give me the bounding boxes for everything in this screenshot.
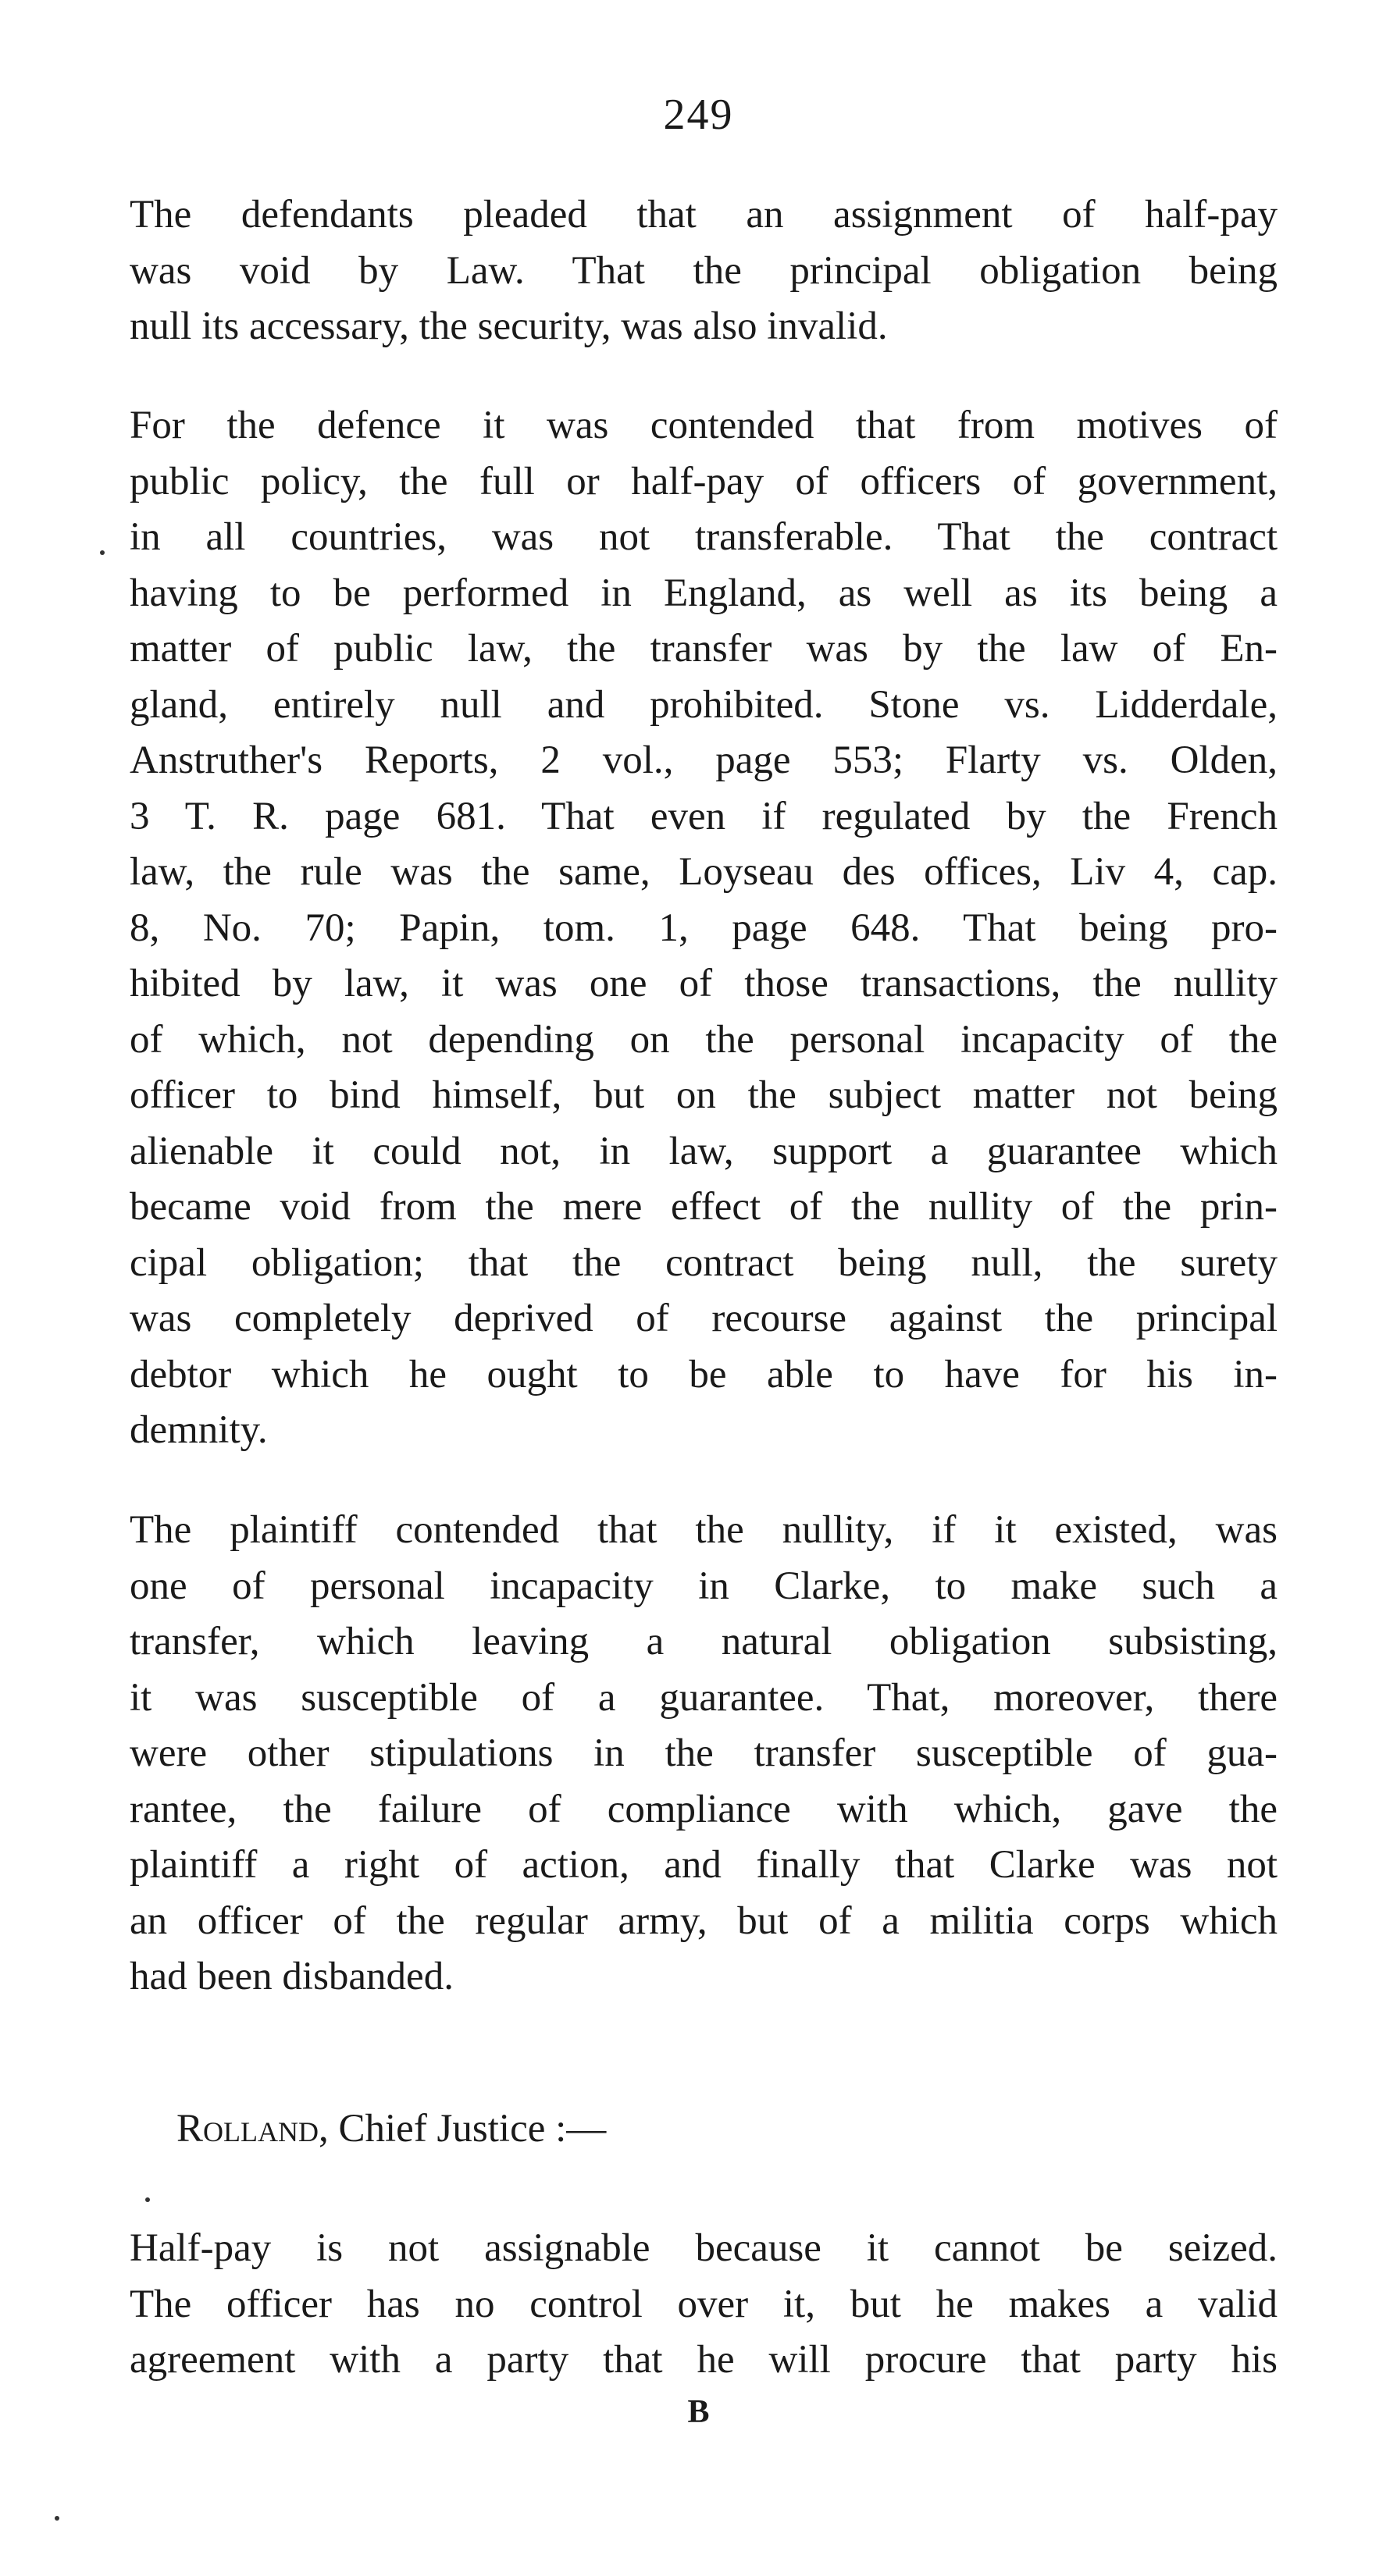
text-line: having to be performed in England, as well as its being a bbox=[130, 571, 1278, 615]
text-line: an officer of the regular army, but of a militia corps which bbox=[130, 1898, 1278, 1943]
page-number: 249 bbox=[663, 91, 734, 139]
text-line: 8, No. 70; Papin, tom. 1, page 648. That being pro- bbox=[130, 906, 1278, 950]
text-line: The officer has no control over it, but he makes a valid bbox=[130, 2282, 1278, 2326]
text-line: plaintiff a right of action, and finally that Clarke was not bbox=[130, 1843, 1278, 1887]
judge-name: Rolland bbox=[176, 2107, 319, 2151]
text-line: alienable it could not, in law, support a guarantee which bbox=[130, 1129, 1278, 1173]
text-line: Anstruther's Reports, 2 vol., page 553; Flarty vs. Olden, bbox=[130, 738, 1278, 782]
text-line: cipal obligation; that the contract being null, the surety bbox=[130, 1240, 1278, 1285]
text-line: were other stipulations in the transfer susceptible of gua- bbox=[130, 1731, 1278, 1775]
text-line: The defendants pleaded that an assignment of half-pay bbox=[130, 193, 1278, 237]
paragraph-plaintiff-argument bbox=[130, 1503, 1278, 2005]
print-speck bbox=[55, 2516, 59, 2521]
paragraph-defence-argument bbox=[130, 398, 1278, 1459]
paragraph-defendants-plea bbox=[130, 187, 1278, 355]
text-line: officer to bind himself, but on the subject matter not being bbox=[130, 1073, 1278, 1117]
judge-heading bbox=[176, 2101, 606, 2156]
text-line: was completely deprived of recourse against the principal bbox=[130, 1297, 1278, 1340]
text-line: had been disbanded. bbox=[130, 1955, 454, 1998]
signature-mark: B bbox=[687, 2394, 710, 2430]
text-line: transfer, which leaving a natural obligation subsisting, bbox=[130, 1620, 1278, 1663]
print-speck bbox=[100, 550, 105, 555]
text-line: null its accessary, the security, was also invalid. bbox=[130, 304, 888, 348]
text-line: matter of public law, the transfer was by the law of En- bbox=[130, 627, 1278, 671]
text-line: debtor which he ought to be able to have for his in- bbox=[130, 1352, 1278, 1397]
paragraph-judgment bbox=[130, 2221, 1278, 2389]
text-line: was void by Law. That the principal obligation being bbox=[130, 248, 1278, 293]
text-line: of which, not depending on the personal incapacity of the bbox=[130, 1017, 1278, 1062]
text-line: one of personal incapacity in Clarke, to make such a bbox=[130, 1564, 1278, 1608]
text-line: in all countries, was not transferable. That the contract bbox=[130, 515, 1278, 559]
text-line: public policy, the full or half-pay of officers of government, bbox=[130, 459, 1278, 503]
text-line: gland, entirely null and prohibited. Stone vs. Lidderdale, bbox=[130, 682, 1278, 727]
print-speck bbox=[145, 2197, 150, 2202]
text-line: Half-pay is not assignable because it cannot be seized. bbox=[130, 2226, 1278, 2270]
text-line: hibited by law, it was one of those transactions, the nullity bbox=[130, 962, 1278, 1005]
text-line: 3 T. R. page 681. That even if regulated by the French bbox=[130, 794, 1278, 838]
text-line: it was susceptible of a guarantee. That, moreover, there bbox=[130, 1675, 1278, 1720]
text-line: demnity. bbox=[130, 1408, 268, 1452]
text-line: For the defence it was contended that from motives of bbox=[130, 404, 1278, 447]
text-line: law, the rule was the same, Loyseau des offices, Liv 4, cap. bbox=[130, 850, 1278, 894]
judge-title: , Chief Justice :— bbox=[319, 2107, 607, 2151]
text-line: The plaintiff contended that the nullity, if it existed, was bbox=[130, 1508, 1278, 1552]
text-line: rantee, the failure of compliance with which, gave the bbox=[130, 1787, 1278, 1831]
text-line: agreement with a party that he will procure that party his bbox=[130, 2338, 1278, 2382]
text-line: became void from the mere effect of the nullity of the prin- bbox=[130, 1185, 1278, 1229]
